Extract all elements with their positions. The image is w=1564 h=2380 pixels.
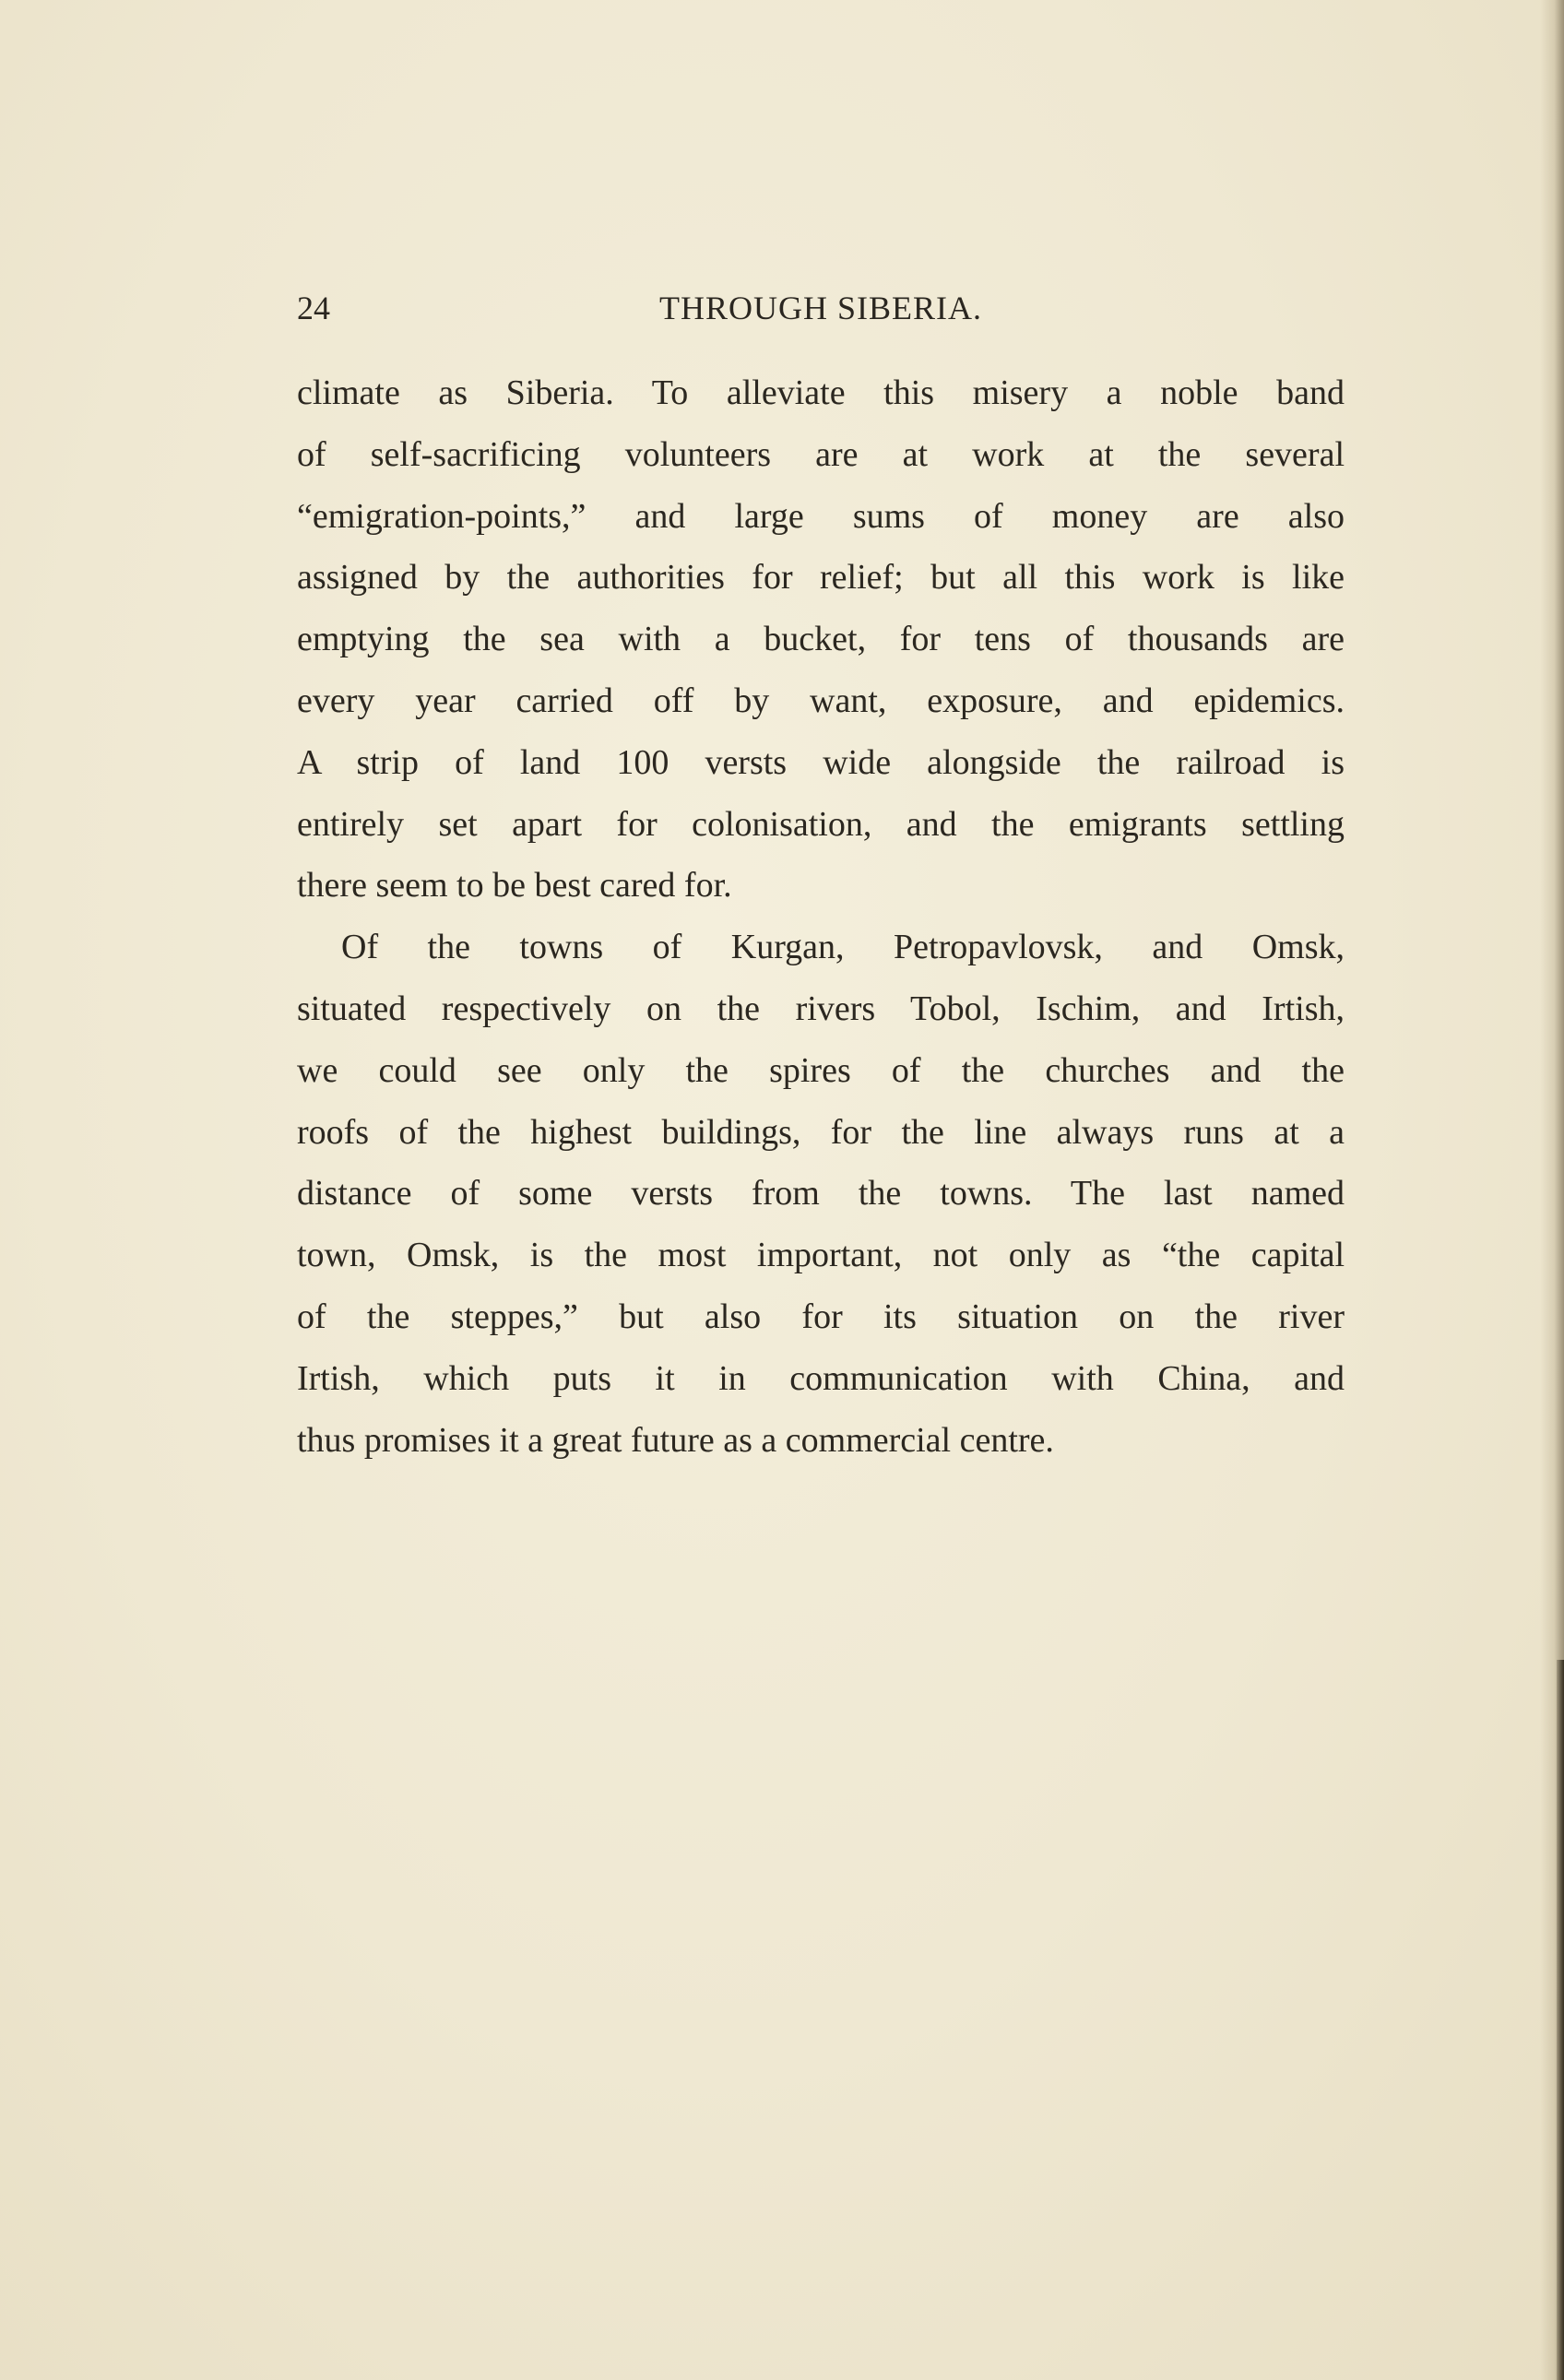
text-line: entirely set apart for colonisation, and the emigrants settling — [297, 804, 1345, 844]
text-line: roofs of the highest buildings, for the line always runs at a — [297, 1112, 1345, 1152]
body-text — [297, 362, 1345, 1471]
text-line: emptying the sea with a bucket, for tens of thousands are — [297, 620, 1345, 659]
text-line: climate as Siberia. To alleviate this misery a noble band — [297, 373, 1345, 412]
text-line: there seem to be best cared for. — [297, 866, 732, 906]
page-number: 24 — [297, 290, 330, 326]
page-edge-binding — [1557, 1660, 1564, 2380]
text-line: distance of some versts from the towns. The last named — [297, 1174, 1345, 1214]
text-line: thus promises it a great future as a commercial centre. — [297, 1420, 1054, 1460]
text-line: situated respectively on the rivers Tobol, Ischim, and Irtish, — [297, 989, 1345, 1028]
paragraph-1 — [297, 362, 1345, 917]
text-line: of self-sacrificing volunteers are at work at the several — [297, 434, 1345, 474]
text-line: Of the towns of Kurgan, Petropavlovsk, and Omsk, — [341, 928, 1345, 967]
paragraph-2 — [297, 917, 1345, 1471]
page-header — [297, 280, 1345, 336]
running-head: THROUGH SIBERIA. — [658, 290, 982, 326]
text-line: town, Omsk, is the most important, not only as “the capital — [297, 1236, 1345, 1275]
text-line: of the steppes,” but also for its situation on the river — [297, 1297, 1345, 1336]
text-line: assigned by the authorities for relief; but all this work is like — [297, 558, 1345, 598]
text-line: every year carried off by want, exposure, and epidemics. — [297, 681, 1345, 720]
text-line: Irtish, which puts it in communication with China, and — [297, 1358, 1345, 1398]
text-line: A strip of land 100 versts wide alongside the railroad is — [297, 742, 1345, 782]
text-line: “emigration-points,” and large sums of money are also — [297, 496, 1345, 536]
text-line: we could see only the spires of the churches and the — [297, 1050, 1345, 1090]
